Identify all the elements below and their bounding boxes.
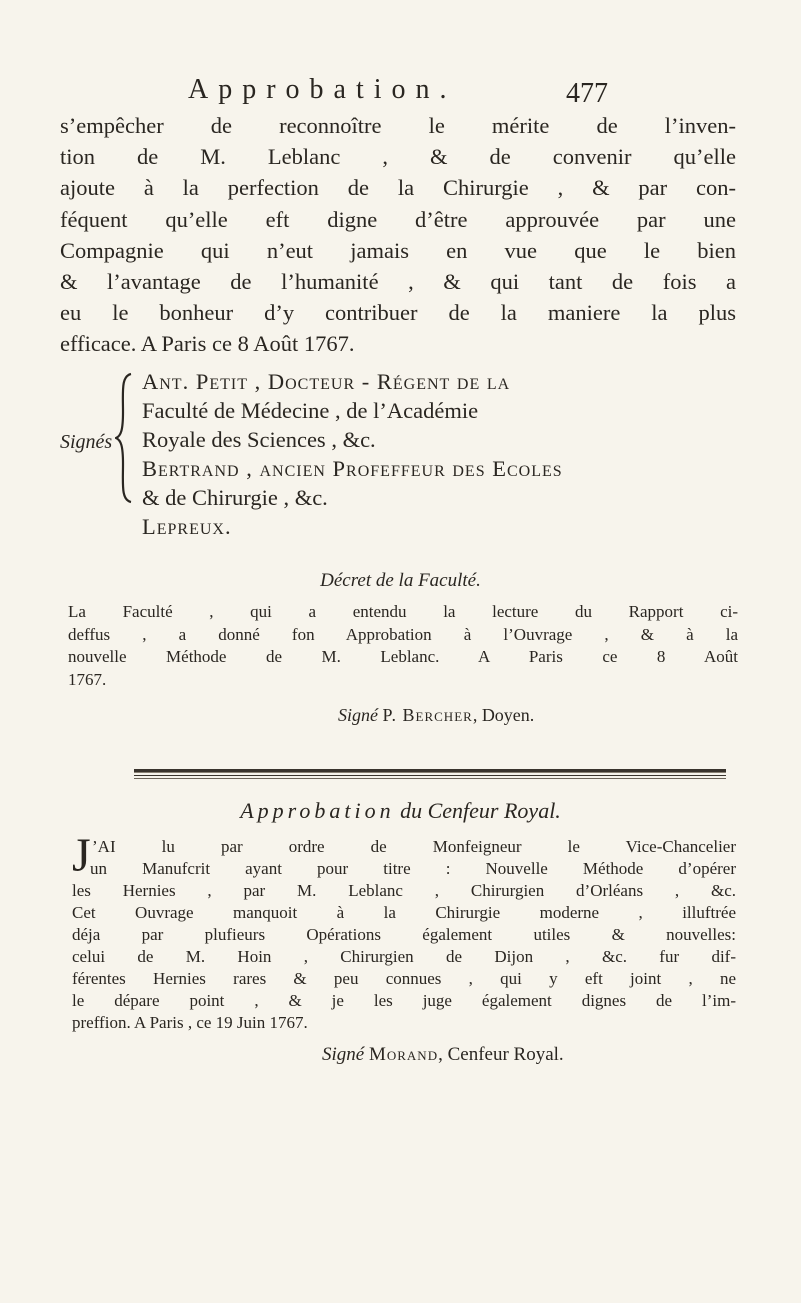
text-line: nouvelle Méthode de M. Leblanc. A Paris ce 8 Août	[68, 647, 738, 666]
signed-title: , Cenfeur Royal.	[438, 1044, 564, 1065]
text-line: Compagnie qui n’eut jamais en vue que le bien	[60, 237, 736, 263]
decree-paragraph	[68, 601, 738, 691]
signatory-line: Lepreux.	[142, 514, 232, 539]
text-line: Cet Ouvrage manquoit à la Chirurgie moderne , illuftrée	[72, 903, 736, 922]
decree-title: Décret de la Faculté.	[320, 570, 481, 591]
curly-brace	[115, 372, 133, 504]
royal-approbation-title	[0, 798, 801, 824]
signed-title: , Doyen.	[472, 705, 535, 725]
drop-cap: J	[72, 829, 91, 882]
text-line: férentes Hernies rares & peu connues , qui y eft joint , ne	[72, 969, 736, 988]
text-line: les Hernies , par M. Leblanc , Chirurgien d’Orléans , &c.	[72, 881, 736, 900]
signed-prefix: Signé	[322, 1044, 365, 1065]
title-rest: du Cenfeur Royal.	[400, 798, 561, 823]
text-line: 1767.	[68, 669, 107, 689]
text-line: s’empêcher de reconnoître le mérite de l’inven-	[60, 113, 736, 138]
text-line: & l’avantage de l’humanité , & qui tant de fois a	[60, 269, 736, 295]
ornamental-divider	[134, 768, 726, 780]
royal-signature	[322, 1044, 564, 1066]
page-number: 477	[566, 78, 608, 109]
text-line: efficace. A Paris ce 8 Août 1767.	[60, 331, 355, 357]
decree-signature	[338, 705, 534, 726]
text-line: deffus , a donné fon Approbation à l’Ouvrage , & à la	[68, 624, 738, 644]
running-header	[188, 74, 608, 110]
signatory-line: Ant. Petit , Docteur - Régent de la	[142, 369, 511, 394]
text-line: déja par plufieurs Opérations également utiles & nouvelles:	[72, 925, 736, 944]
signatory-line: & de Chirurgie , &c.	[142, 485, 328, 510]
text-line: celui de M. Hoin , Chirurgien de Dijon , &c. fur dif-	[72, 947, 736, 966]
text-line: féquent qu’elle eft digne d’être approuvée par une	[60, 206, 736, 232]
signatory-line: Faculté de Médecine , de l’Académie	[142, 398, 479, 423]
text-line: un Manufcrit ayant pour titre : Nouvelle Méthode d’opérer	[90, 859, 736, 878]
text-line: ajoute à la perfection de la Chirurgie , & par con-	[60, 175, 736, 201]
signatures-block	[60, 367, 760, 539]
text-line: eu le bonheur d’y contribuer de la maniere la plus	[60, 300, 736, 326]
text-line: ’AI lu par ordre de Monfeigneur le Vice-Chancelier	[92, 837, 736, 856]
signed-prefix: Signé	[338, 705, 378, 725]
signed-name: P. Bercher	[382, 705, 473, 725]
text-line: La Faculté , qui a entendu la lecture du Rapport ci-	[68, 602, 738, 621]
title-main: Approbation	[240, 798, 395, 823]
main-paragraph	[60, 110, 736, 360]
text-line: preffion. A Paris , ce 19 Juin 1767.	[72, 1013, 308, 1032]
signed-name: Morand	[368, 1044, 439, 1065]
text-line: tion de M. Leblanc , & de convenir qu’elle	[60, 144, 736, 170]
signes-label: Signés	[60, 431, 113, 453]
signatory-line: Bertrand , ancien Profeffeur des Ecoles	[142, 456, 563, 481]
royal-approbation-paragraph	[72, 829, 736, 1034]
text-line: le dépare point , & je les juge également dignes de l’im-	[72, 991, 736, 1010]
header-title: Approbation.	[188, 74, 457, 105]
signatory-list	[142, 367, 742, 541]
signatory-line: Royale des Sciences , &c.	[142, 427, 376, 452]
